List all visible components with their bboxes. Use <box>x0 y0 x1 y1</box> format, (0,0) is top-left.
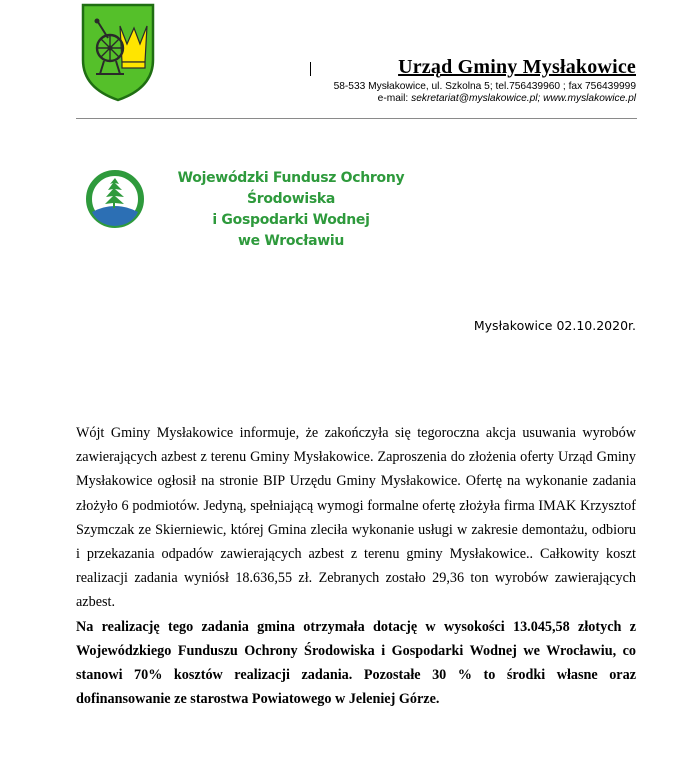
fund-name-line2: i Gospodarki Wodnej <box>212 212 370 228</box>
body-paragraph-1: Wójt Gminy Mysłakowice informuje, że zakończyła się tegoroczna akcja usuwania wyrobów zawierających azbest z terenu Gminy Mysłakowice. Zaproszenia do złożenia oferty Urząd Gminy Mysłakowice ogłosił na stronie BIP Urzędu Gminy Mysłakowice. Ofertę na wykonanie zadania złożyło 6 podmiotów. Jedyną, spełniającą wymogi formalne ofertę złożyła firma IMAK Krzysztof Szymczak ze Skierniewic, której Gmina zleciła wykonanie usługi w zakresie demontażu, odbioru i przekazania odpadów zawierających azbest z terenu gminy Mysłakowice.. Całkowity koszt realizacji zadania wyniósł 18.636,55 zł. Zebranych zostało 29,36 ton wyrobów zawierających azbest. <box>76 425 636 611</box>
email-label: e-mail: <box>377 93 409 104</box>
office-contact <box>312 93 636 105</box>
document-date: Mysłakowice 02.10.2020r. <box>473 318 636 333</box>
fund-name-line1: Wojewódzki Fundusz Ochrony Środowiska <box>177 170 405 207</box>
email-value: sekretariat@myslakowice.pl; www.myslakowice.pl <box>411 93 636 104</box>
header-divider-mark <box>310 62 311 76</box>
fund-name-line3: we Wrocławiu <box>237 233 345 249</box>
fund-name <box>146 168 436 252</box>
coat-of-arms-logo <box>80 2 156 102</box>
header-rule <box>76 118 637 119</box>
fund-tree-logo <box>84 168 146 230</box>
office-name: Urząd Gminy Mysłakowice <box>398 56 636 78</box>
document-body <box>76 421 636 711</box>
letterhead <box>312 55 636 105</box>
body-paragraph-2: Na realizację tego zadania gmina otrzymała dotację w wysokości 13.045,58 złotych z Wojewódzkiego Funduszu Ochrony Środowiska i Gospodarki Wodnej we Wrocławiu, co stanowi 70% kosztów realizacji zadania. Pozostałe 30 % to środki własne oraz dofinansowanie ze starostwa Powiatowego w Jeleniej Górze. <box>76 618 636 708</box>
office-address: 58-533 Mysłakowice, ul. Szkolna 5; tel.756439960 ; fax 756439999 <box>333 81 636 92</box>
